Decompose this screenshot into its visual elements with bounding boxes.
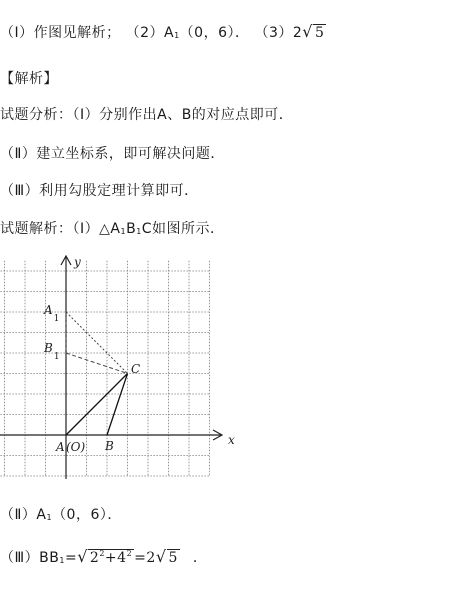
answer-part2-value: （0，6）． [179, 25, 250, 41]
dashed-b1-to-c [66, 353, 128, 374]
label-a: A [56, 440, 65, 454]
label-b1 [43, 341, 60, 362]
y-axis-label: y [74, 255, 81, 269]
solution-line [0, 218, 225, 238]
analysis-title: 试题分析： [0, 107, 73, 123]
part2-sub: 1 [46, 513, 53, 522]
answer-line [0, 22, 326, 42]
part3-exp2: 2 [126, 549, 133, 558]
coordinate-figure [0, 252, 240, 480]
label-origin: (O) [66, 440, 86, 454]
part3-eq: = [64, 550, 78, 566]
analysis-line-1 [0, 104, 293, 124]
part3-prefix: （Ⅲ）BB [0, 550, 60, 566]
part3-plus: + [104, 550, 118, 566]
part3-base1: 2 [89, 550, 100, 566]
part3-eq2: =2 [134, 550, 156, 566]
part3-base2: 4 [117, 550, 127, 566]
solution-suffix: C如图所示． [141, 221, 225, 237]
label-b1-main: B [44, 341, 53, 355]
solution-mid: B [126, 221, 137, 237]
label-b1-sub: 1 [53, 352, 60, 362]
jiexi-title: 【解析】 [0, 71, 58, 87]
part3-sqrt1: √ $2^2+4^2$ [77, 547, 133, 566]
part3-radicand1 [88, 549, 134, 566]
part2-prefix: （Ⅱ）A [0, 507, 47, 523]
solution-prefix: 试题解析：（Ⅰ）△A [0, 221, 121, 237]
answer-part3-sqrt: √ 5 [302, 22, 325, 41]
label-c: C [131, 362, 141, 376]
segment-a-to-c [66, 374, 128, 436]
label-b: B [105, 439, 114, 453]
segment-b-to-c [107, 374, 128, 436]
solution-sub2: 1 [136, 227, 142, 236]
analysis-item-1: （Ⅰ）分别作出A、B的对应点即可． [72, 107, 294, 123]
solution-sub1: 1 [120, 227, 127, 236]
part3-end: ． [192, 550, 208, 566]
dashed-a1-to-c [66, 312, 128, 374]
part3-radicand2: 5 [168, 550, 178, 566]
analysis-item-2: （Ⅱ）建立坐标系，即可解决问题． [0, 146, 225, 162]
answer-part2-sub: 1 [174, 31, 180, 40]
analysis-item-3: （Ⅲ）利用勾股定理计算即可． [0, 183, 199, 199]
part3-sub: 1 [59, 556, 65, 565]
answer-part3-prefix: （3）2 [254, 25, 303, 41]
answer-part2-prefix: （2）A [125, 25, 175, 41]
answer-part3-radicand: 5 [314, 25, 325, 41]
label-a1-sub: 1 [53, 314, 60, 324]
part3-exp1: 2 [99, 549, 105, 558]
x-axis-label: x [228, 433, 235, 447]
part3-sqrt2: √ 5 [155, 547, 178, 566]
label-a1-main: A [44, 303, 53, 317]
part2-value: （0，6）． [52, 507, 122, 523]
answer-part1: （Ⅰ）作图见解析； [0, 25, 121, 41]
part3-answer [0, 547, 207, 567]
part2-answer [0, 504, 122, 524]
